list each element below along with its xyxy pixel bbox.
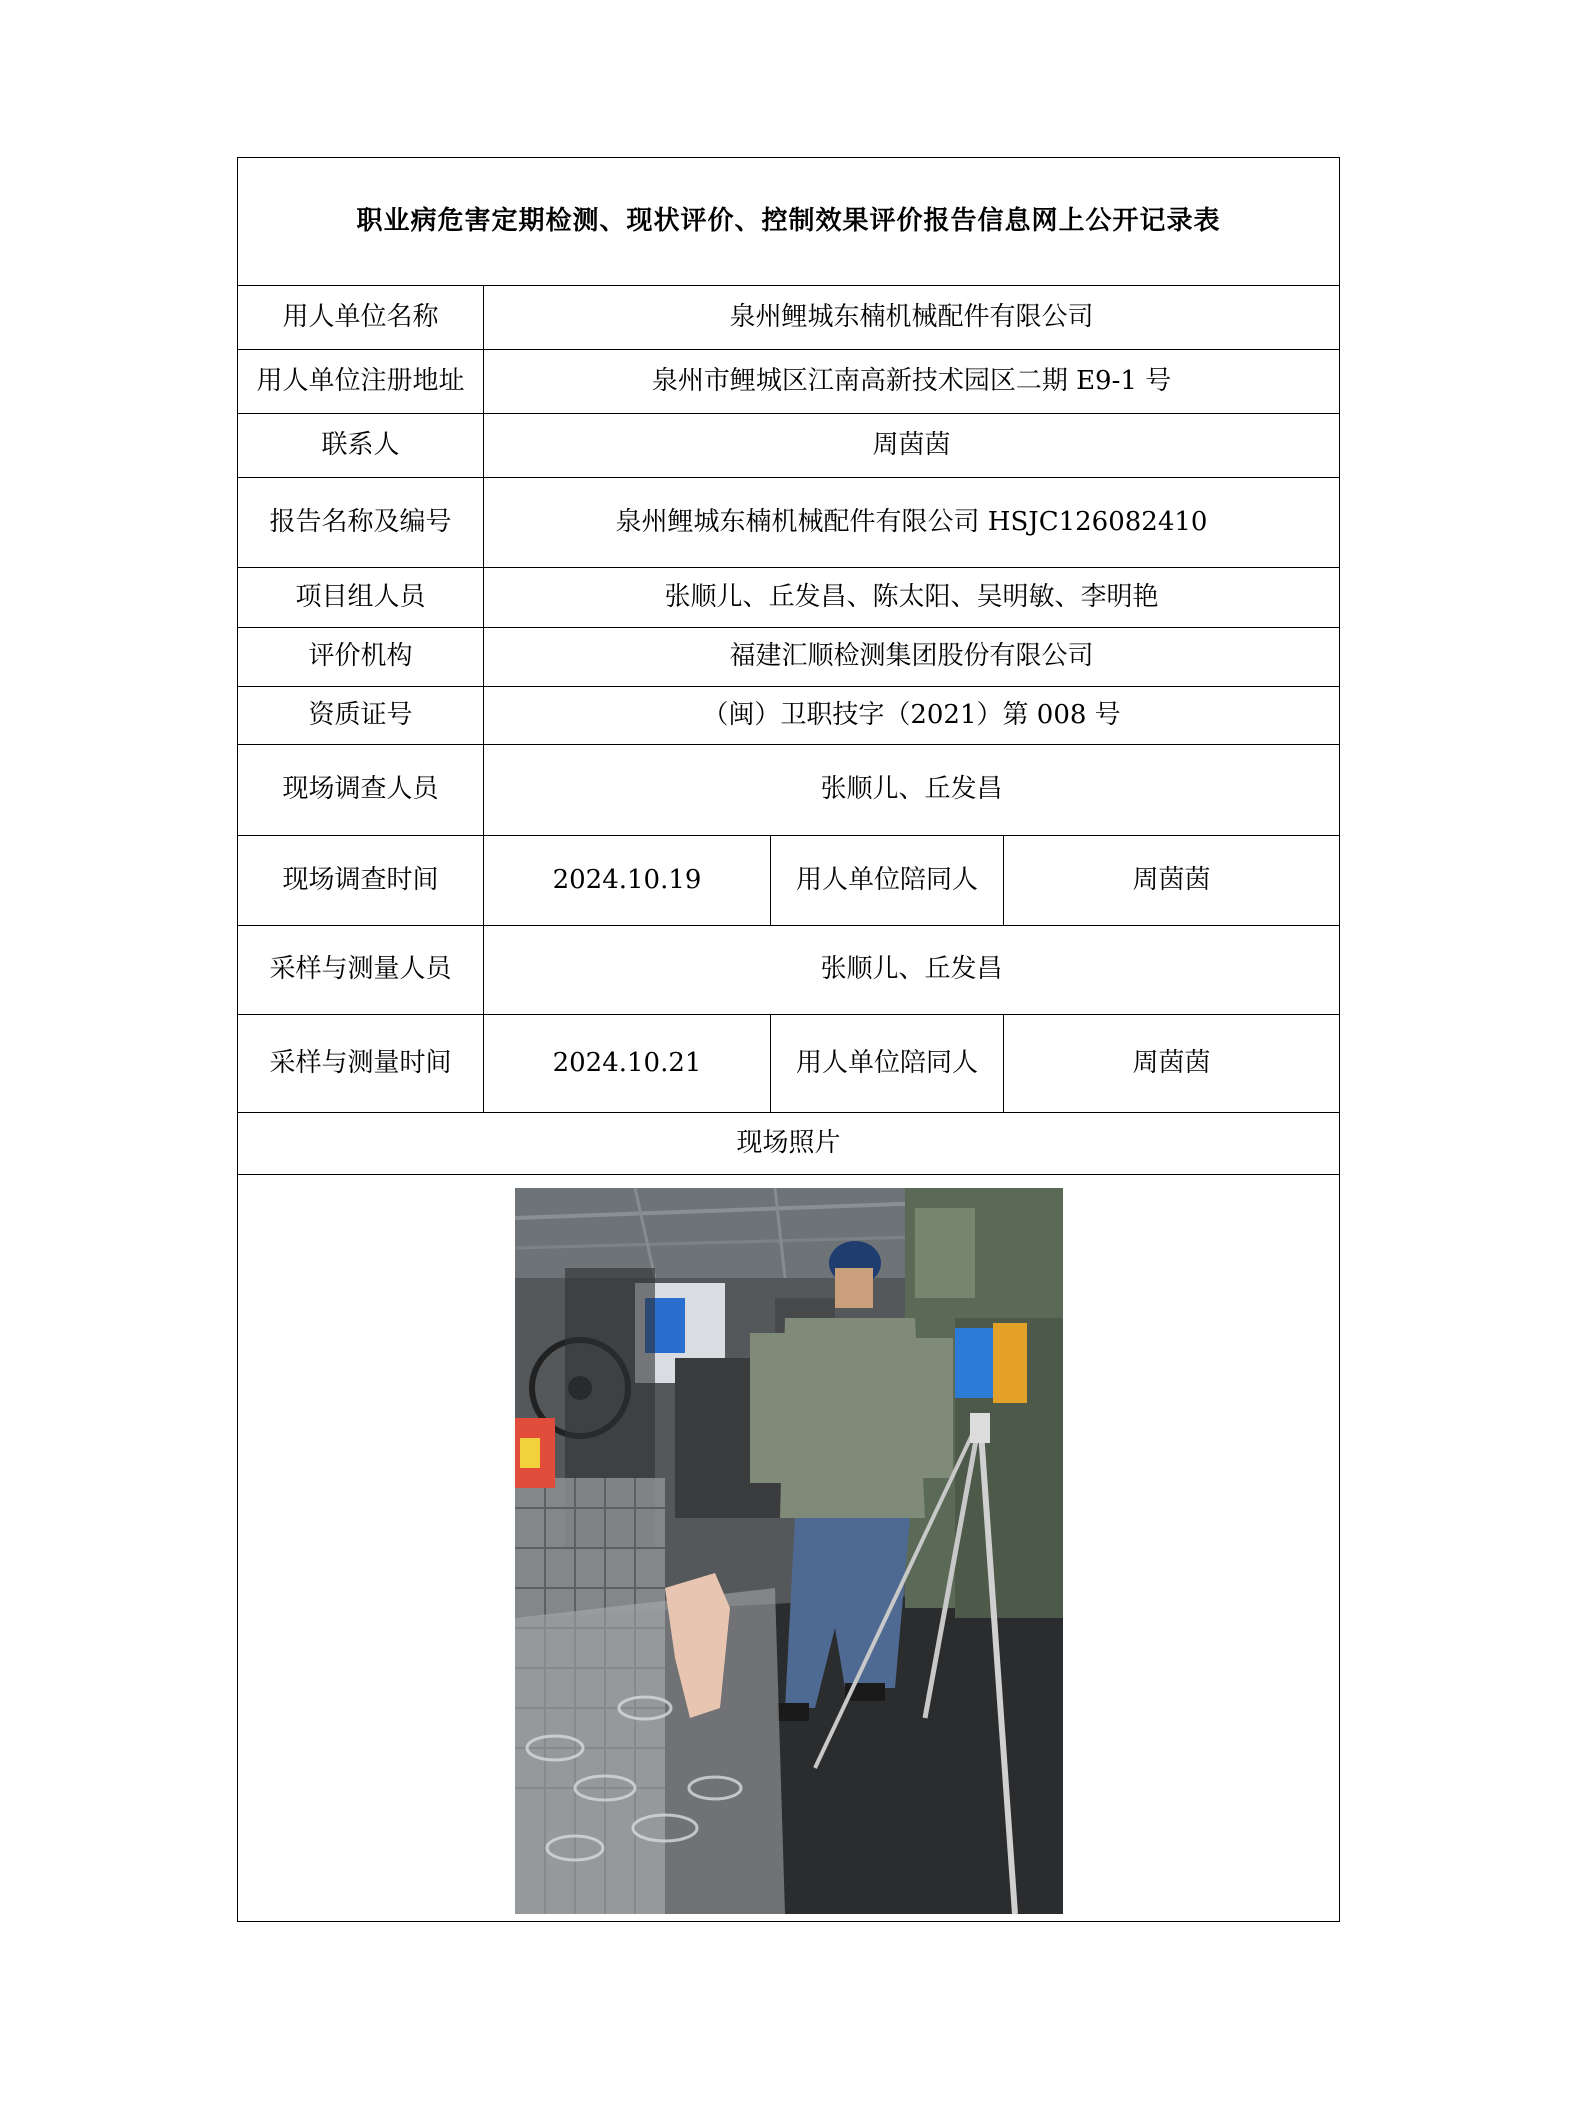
report-label: 报告名称及编号 [238, 478, 484, 568]
row-sampling-time [238, 1015, 1340, 1113]
row-report [238, 478, 1340, 568]
record-sheet [237, 157, 1339, 1922]
agency-label: 评价机构 [238, 628, 484, 687]
row-survey-staff [238, 745, 1340, 836]
row-agency [238, 628, 1340, 687]
team-value: 张顺儿、丘发昌、陈太阳、吴明敏、李明艳 [484, 568, 1340, 628]
row-license [238, 687, 1340, 745]
sampling-staff-value: 张顺儿、丘发昌 [484, 926, 1340, 1015]
row-team [238, 568, 1340, 628]
row-photo-header [238, 1113, 1340, 1175]
license-label: 资质证号 [238, 687, 484, 745]
site-photo [515, 1188, 1063, 1914]
sampling-staff-label: 采样与测量人员 [238, 926, 484, 1015]
license-value: （闽）卫职技字（2021）第 008 号 [484, 687, 1340, 745]
row-employer-name [238, 286, 1340, 350]
survey-companion-value: 周茵茵 [1004, 836, 1340, 926]
employer-name-label: 用人单位名称 [238, 286, 484, 350]
contact-label: 联系人 [238, 414, 484, 478]
employer-address-label: 用人单位注册地址 [238, 350, 484, 414]
report-value: 泉州鲤城东楠机械配件有限公司 HSJC126082410 [484, 478, 1340, 568]
sampling-companion-value: 周茵茵 [1004, 1015, 1340, 1113]
survey-time-value: 2024.10.19 [484, 836, 771, 926]
photo-cell [238, 1175, 1340, 1922]
row-contact [238, 414, 1340, 478]
agency-value: 福建汇顺检测集团股份有限公司 [484, 628, 1340, 687]
employer-address-value: 泉州市鲤城区江南高新技术园区二期 E9-1 号 [484, 350, 1340, 414]
sampling-companion-label: 用人单位陪同人 [771, 1015, 1004, 1113]
row-survey-time [238, 836, 1340, 926]
survey-companion-label: 用人单位陪同人 [771, 836, 1004, 926]
photo-section-label: 现场照片 [238, 1113, 1340, 1175]
row-sampling-staff [238, 926, 1340, 1015]
survey-staff-label: 现场调查人员 [238, 745, 484, 836]
survey-staff-value: 张顺儿、丘发昌 [484, 745, 1340, 836]
record-table [237, 157, 1340, 1922]
document-title: 职业病危害定期检测、现状评价、控制效果评价报告信息网上公开记录表 [238, 158, 1340, 286]
sampling-time-label: 采样与测量时间 [238, 1015, 484, 1113]
employer-name-value: 泉州鲤城东楠机械配件有限公司 [484, 286, 1340, 350]
row-employer-address [238, 350, 1340, 414]
contact-value: 周茵茵 [484, 414, 1340, 478]
survey-time-label: 现场调查时间 [238, 836, 484, 926]
sampling-time-value: 2024.10.21 [484, 1015, 771, 1113]
team-label: 项目组人员 [238, 568, 484, 628]
